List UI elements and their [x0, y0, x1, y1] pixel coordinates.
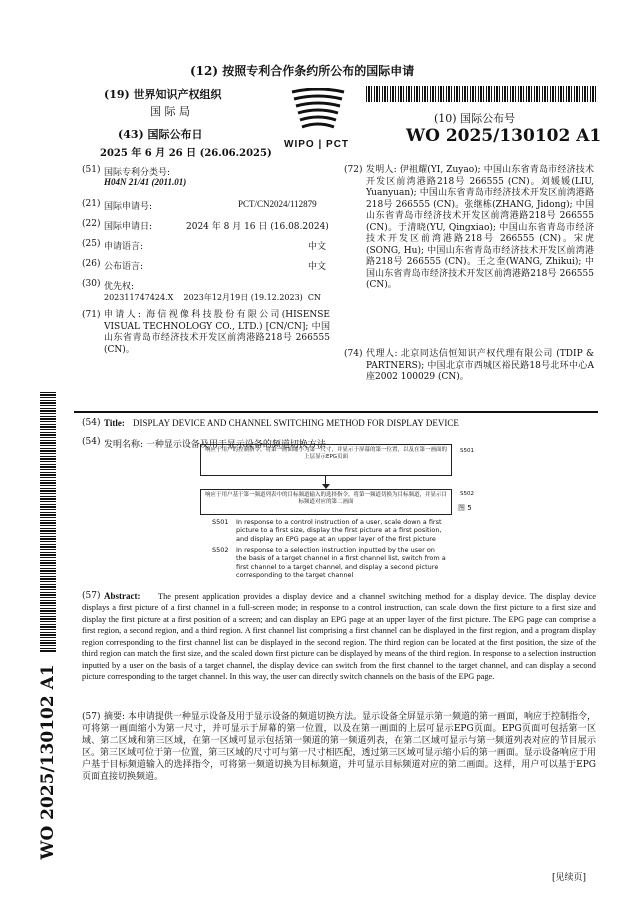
- figure-step-id: S502: [212, 546, 229, 554]
- publication-number-label: (10) 国际公布号: [434, 112, 516, 125]
- publication-number: WO 2025/130102 A1: [406, 126, 602, 146]
- figure-label: 图 5: [458, 504, 472, 512]
- application-number-value: PCT/CN2024/112879: [238, 199, 317, 209]
- abstract-en: The present application provides a display device and a channel switching method for a display device. The display device displays a first picture of a first channel in a full-screen mode; in response to a control instruction, can scale down the first picture to a first size and display the first picture at a first position of a screen; and can display an EPG page at an upper layer of the first picture. The EPG page can comprise a first region, a second region, and a third region. A first channel list comprising a first channel can be displayed in the first region, and a program display region corresponding to the first channel list can be displayed in the second region. The third region can be located at the first position, the size of the third region can match the first size, and the scaled down first picture can be displayed by means of the third region. In response to a selection instruction inputted by a user on the basis of a target channel, the display device can switch from the first channel to the target channel, and can display a second picture corresponding to the target channel. In this way, the user can directly switch channels on the basis of the EPG page.: [82, 592, 596, 681]
- field-21-code: (21): [82, 199, 101, 209]
- wipo-logo-text: WIPO | PCT: [284, 139, 350, 150]
- org-name: (19) 世界知识产权组织: [104, 88, 222, 101]
- abstract-en-label: Abstract:: [104, 591, 141, 601]
- field-22-code: (22): [82, 219, 101, 229]
- title-en-label: Title:: [104, 418, 125, 428]
- wipo-logo-icon: [286, 88, 350, 138]
- ipc-value: H04N 21/41 (2011.01): [104, 177, 187, 187]
- publication-date-label: (43) 国际公布日: [118, 128, 203, 141]
- figure-step-text: In response to a selection instruction inputted by the user on the basis of a target channel in a first channel list, switch from a first channel to a target channel, and display a second picture corresponding to the target channel: [236, 546, 446, 580]
- field-51-code: (51): [82, 165, 101, 175]
- side-publication-number: WO 2025/130102 A1: [38, 664, 58, 860]
- field-30-code: (30): [82, 279, 101, 289]
- application-number-label: 国际申请号:: [104, 202, 153, 212]
- title-en: DISPLAY DEVICE AND CHANNEL SWITCHING METHOD FOR DISPLAY DEVICE: [133, 418, 459, 428]
- figure-step-id: S501: [212, 518, 229, 526]
- document-title: (12) 按照专利合作条约所公布的国际申请: [190, 64, 415, 78]
- divider: [74, 411, 598, 413]
- priority-label: 优先权:: [104, 282, 135, 292]
- title-en-code: (54): [82, 418, 101, 428]
- field-72-code: (72): [344, 165, 363, 175]
- field-25-code: (25): [82, 239, 101, 249]
- filing-language-value: 中文: [308, 242, 327, 252]
- field-74-code: (74): [344, 349, 363, 359]
- publication-language-label: 公布语言:: [104, 262, 144, 272]
- flow-step-s501-id: S501: [460, 448, 474, 454]
- title-cn-code: (54): [82, 437, 101, 447]
- agent: 代理人: 北京同达信恒知识产权代理有限公司 (TDIP & PARTNERS); 中国北京市西城区裕民路18号北环中心A座2002 100029 (CN)。: [366, 349, 594, 383]
- flow-step-s502-box: 响应于用户基于第一频道列表中的目标频道输入的选择指令，将第一频道切换为目标频道，并显示目标频道对应的第二画面: [200, 489, 452, 515]
- filing-language-label: 申请语言:: [104, 242, 144, 252]
- priority-value: 202311747424.X 2023年12月19日 (19.12.2023) CN: [104, 293, 322, 302]
- inventors: 发明人: 伊祖耀(YI, Zuyao); 中国山东省青岛市经济技术开发区前湾港路218号 266555 (CN)。刘媛媛(LIU, Yuanyuan); 中国山东省青岛市经济技术开发区前湾港路218号 266555 (CN)。张继栋(ZHANG, Jidong); 中国山东省青岛市经济技术开发区前湾港路218号 266555 (CN)。于清晓(YU, Qingxiao); 中国山东省青岛市经济技术开发区前湾港路218号 266555 (CN)。宋虎(SONG, Hu); 中国山东省青岛市经济技术开发区前湾港路218号 266555 (CN)。王之奎(WANG, Zhikui); 中国山东省青岛市经济技术开发区前湾港路218号 266555 (CN)。: [366, 165, 594, 291]
- ipc-label: 国际专利分类号:: [104, 168, 171, 178]
- side-barcode: [40, 392, 56, 652]
- field-26-code: (26): [82, 259, 101, 269]
- org-bureau: 国 际 局: [150, 105, 190, 118]
- top-barcode: [366, 86, 596, 102]
- publication-date-value: 2025 年 6 月 26 日 (26.06.2025): [100, 148, 272, 159]
- flow-step-s502-id: S502: [460, 491, 474, 497]
- figure-step-text: In response to a control instruction of a user, scale down a first picture to a first size, display the first picture at a first position, and display an EPG page at an upper layer of the first picture: [236, 518, 442, 543]
- abstract-cn-code: (57): [82, 712, 101, 722]
- filing-date-label: 国际申请日:: [104, 222, 153, 232]
- abstract-cn: 摘要: 本申请提供一种显示设备及用于显示设备的频道切换方法。显示设备全屏显示第一频道的第一画面，响应于控制指令，可将第一画面缩小为第一尺寸，并可显示于屏幕的第一位置，以及在第一画面的上层可显示EPG页面。EPG页面可包括第一区域、第二区域和第三区域，在第一区域可显示包括第一频道的第一频道列表，在第二区域可显示与第一频道列表对应的节目展示区。第三区域可位于第一位置，第三区域的尺寸可与第一尺寸相匹配，透过第三区域可显示缩小后的第一画面。显示设备响应于用户基于目标频道输入的选择指令，可将第一频道切换为目标频道，并可显示目标频道对应的第二画面。这样，用户可以基于EPG页面直接切换频道。: [82, 712, 596, 782]
- abstract-en-code: (57): [82, 591, 101, 601]
- publication-language-value: 中文: [308, 262, 327, 272]
- applicant: 申请人: 海信视像科技股份有限公司(HISENSE VISUAL TECHNOLOGY CO., LTD.) [CN/CN]; 中国山东省青岛市经济技术开发区前湾港路218号 266555 (CN)。: [104, 310, 330, 355]
- flow-step-s501-box: 响应于用户的控制指令，将第一画面缩小为第一尺寸，并显示于屏幕的第一位置，以及在第一画面的上层显示EPG页面: [200, 444, 452, 476]
- field-71-code: (71): [82, 310, 101, 320]
- filing-date-value: 2024 年 8 月 16 日 (16.08.2024): [186, 222, 329, 232]
- continued-note: [见续页]: [552, 873, 587, 883]
- title-cn: 发明名称: 一种显示设备及用于显示设备的频道切换方法: [104, 440, 326, 450]
